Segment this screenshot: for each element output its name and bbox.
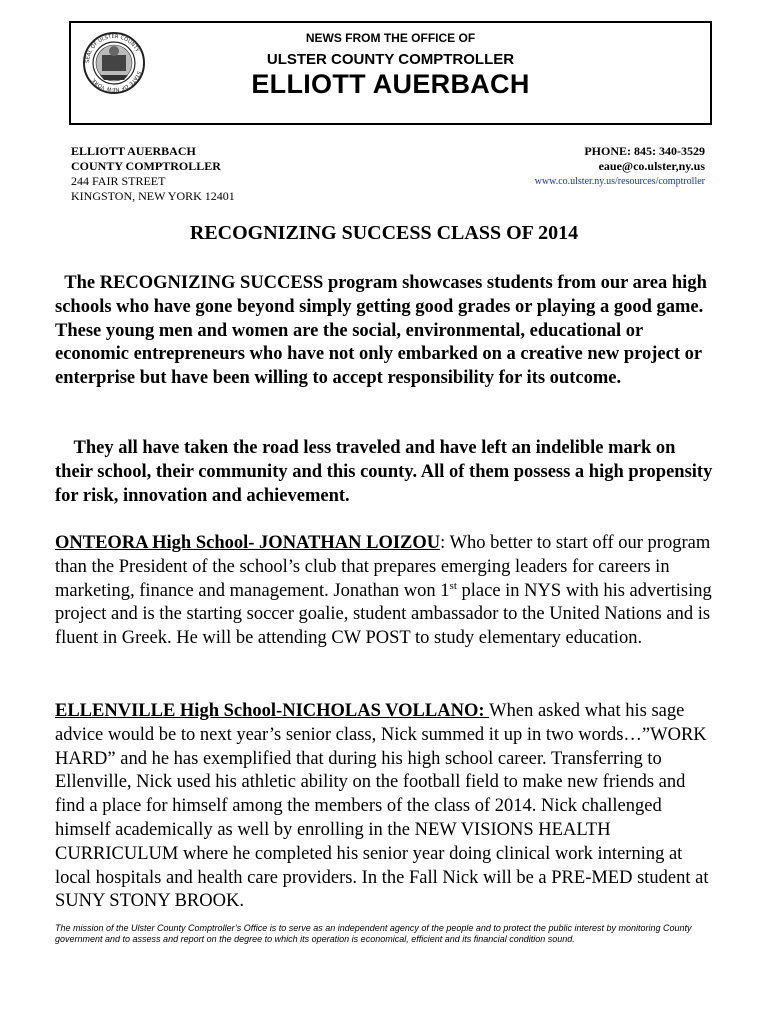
- sender-name: ELLIOTT AUERBACH: [71, 144, 196, 158]
- page-title: RECOGNIZING SUCCESS CLASS OF 2014: [189, 222, 579, 244]
- student-text-continued: place in NYS with his advertising project and is the starting soccer goalie, student ambassador to the United Nations and is fluent in Greek. He will be attending CW POST to study elementary education.: [55, 580, 712, 649]
- header-box: [69, 21, 712, 125]
- student-text: When asked what his sage advice would be to next year’s senior class, Nick summed it up in two words…”WORK HARD” and he has exemplified that during his high school career. Transferring to Ellenville, Nick used his athletic ability on the football field to make new friends and find a place for himself among the members of the class of 2014. Nick challenged himself academically as well by enrolling in the NEW VISIONS HEALTH CURRICULUM where he completed his senior year doing clinical work interning at local hospitals and health care providers. In the Fall Nick will be a PRE-MED student at SUNY STONY BROOK.: [55, 701, 709, 912]
- student-heading: ELLENVILLE High School-NICHOLAS VOLLANO:: [55, 701, 490, 721]
- svg-text:STATE OF NEW YORK: STATE OF NEW YORK: [91, 70, 142, 93]
- intro-text-1: The RECOGNIZING SUCCESS program showcases students from our area high schools who have gone beyond simply getting good grades or playing a good game. These young men and women are the social, environmental, educational or economic entrepreneurs who have not only embarked on a creative new project or enterprise but have been willing to accept responsibility for its outcome.: [55, 273, 707, 389]
- intro-paragraph-1: [55, 272, 713, 391]
- student-heading: ONTEORA High School- JONATHAN LOIZOU: [55, 533, 441, 553]
- header-name: ELLIOTT AUERBACH: [251, 69, 530, 99]
- sender-address: [71, 144, 235, 204]
- header-office: ULSTER COUNTY COMPTROLLER: [266, 51, 515, 68]
- ordinal-suffix: st: [449, 579, 457, 592]
- intro-text-2: They all have taken the road less traveled and have left an indelible mark on their school, their community and this county. All of them possess a high propensity for risk, innovation and achievement.: [55, 438, 713, 506]
- contact-block: [535, 144, 705, 189]
- mission-statement: The mission of the Ulster County Comptroller’s Office is to serve as an independent agency of the people and to protect the public interest by monitoring County government and to assess and report on the degree to which its operation is economical, efficient and its financial condition sound.: [55, 923, 692, 944]
- email-link[interactable]: eaue@co.ulster,ny.us: [598, 159, 705, 173]
- student-entry-ellenville: [55, 700, 715, 914]
- intro-paragraph-2: [55, 437, 713, 508]
- website-link[interactable]: www.co.ulster.ny.us/resources/comptroller: [534, 176, 705, 187]
- student-text: : Who better to start off our program than the President of the school’s club that prepares emerging leaders for careers in marketing, finance and management. Jonathan won 1: [55, 533, 711, 601]
- phone: PHONE: 845: 340-3529: [584, 144, 705, 158]
- sender-role: COUNTY COMPTROLLER: [71, 159, 221, 173]
- sender-street: 244 FAIR STREET: [71, 174, 166, 188]
- header-kicker: NEWS FROM THE OFFICE OF: [305, 31, 476, 45]
- svg-text:SEAL OF ULSTER COUNTY: SEAL OF ULSTER COUNTY: [84, 33, 141, 64]
- student-entry-onteora: [55, 532, 715, 651]
- sender-city: KINGSTON, NEW YORK 12401: [71, 189, 235, 203]
